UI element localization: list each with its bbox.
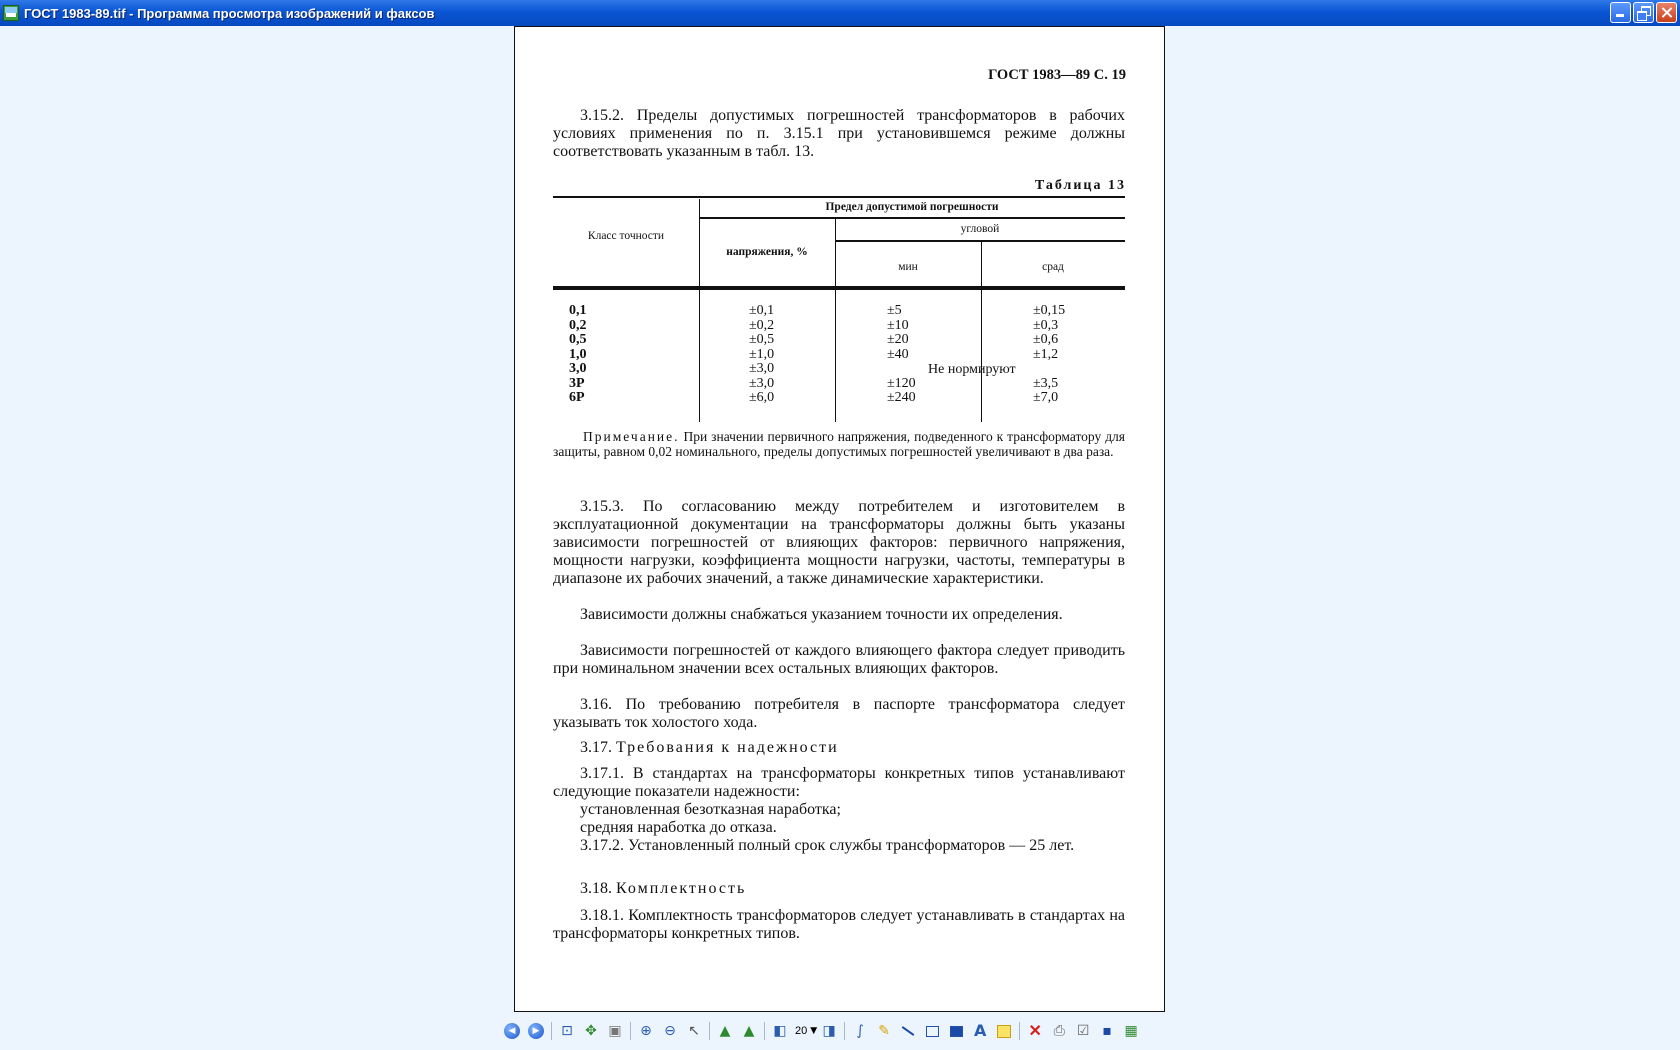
restore-button[interactable]: [1633, 2, 1654, 23]
paragraph-3-17-1-b: средняя наработка до отказа.: [580, 819, 777, 836]
pointer-icon[interactable]: ↖: [688, 1023, 700, 1039]
highlighter-icon[interactable]: ✎: [878, 1023, 891, 1039]
document-page: [514, 26, 1165, 1012]
save-icon[interactable]: ▪: [1102, 1023, 1112, 1039]
text-icon[interactable]: A: [973, 1021, 987, 1040]
table-cell: [887, 362, 916, 377]
title-bar[interactable]: [0, 0, 1680, 26]
header-voltage: напряжения, %: [726, 246, 808, 258]
rotate-counterclockwise-icon[interactable]: ▲: [743, 1023, 755, 1039]
viewer-toolbar: [500, 1016, 1143, 1046]
next-image-icon[interactable]: ▶: [526, 1021, 546, 1041]
table-cell: ±20: [887, 332, 909, 347]
table-cell: ±7,0: [1033, 390, 1059, 405]
table-cell: 0,1: [569, 303, 587, 318]
rectangle-icon[interactable]: [922, 1021, 942, 1041]
line-icon[interactable]: [898, 1021, 918, 1041]
next-page-icon[interactable]: ◨: [822, 1023, 836, 1039]
table-cell: ±240: [887, 390, 916, 405]
section-number: 3.17.: [580, 739, 612, 756]
section-title: Комплектность: [616, 880, 747, 897]
rotate-clockwise-icon[interactable]: ▲: [719, 1023, 731, 1039]
table-cell: ±10: [887, 317, 909, 333]
close-button[interactable]: [1656, 2, 1677, 23]
table-caption: Таблица 13: [1034, 178, 1126, 193]
table-cell: ±40: [887, 346, 909, 362]
header-angle: угловой: [960, 223, 1000, 235]
table-cell: ±0,3: [1033, 317, 1059, 333]
paragraph-3-17-1: 3.17.1. В стандартах на трансформаторы конкретных типов устанавливают следующие показатели надежности:: [553, 765, 1125, 800]
table-note: [553, 430, 1125, 459]
paragraph-3-17-2: 3.17.2. Установленный полный срок службы трансформаторов — 25 лет.: [580, 837, 1075, 854]
paragraph-3-15-3: 3.15.3. По согласованию между потребителем и изготовителем в эксплуатационной документации на трансформаторы должны быть указаны зависимости погрешностей от влияющих факторов: первичного напряжения, мощности нагрузки, коэффициента мощности нагрузки, частоты, температуры в диапазоне их рабочих значений, а также динамические характеристики.: [553, 498, 1125, 587]
open-for-editing-icon[interactable]: ▦: [1124, 1023, 1138, 1039]
paragraph-3-16: 3.16. По требованию потребителя в паспорте трансформатора следует указывать ток холостого хода.: [553, 696, 1125, 731]
actual-size-icon[interactable]: ✥: [585, 1023, 597, 1039]
delete-icon[interactable]: ✕: [1028, 1023, 1042, 1040]
previous-page-icon[interactable]: ◧: [773, 1023, 787, 1039]
note-icon[interactable]: [994, 1021, 1014, 1041]
window-title: ГОСТ 1983-89.tif - Программа просмотра изображений и факсов: [24, 5, 435, 21]
table-cell: ±6,0: [749, 390, 775, 405]
paragraph-3-18-1: 3.18.1. Комплектность трансформаторов следует устанавливать в стандартах на трансформаторы конкретных типов.: [553, 907, 1125, 942]
header-class: Класс точности: [587, 230, 665, 242]
table-cell: ±0,6: [1033, 332, 1059, 347]
table-cell: ±120: [887, 375, 916, 391]
table-cell: 1,0: [569, 346, 587, 362]
column-voltage: [749, 304, 774, 406]
app-icon[interactable]: [3, 5, 19, 21]
section-3-17-heading: [580, 739, 839, 757]
table-cell: 0,2: [569, 317, 587, 333]
page-number[interactable]: 20: [795, 1025, 808, 1037]
table-cell: ±5: [887, 303, 902, 318]
copy-icon[interactable]: ☑: [1076, 1023, 1090, 1039]
page-header: ГОСТ 1983—89 С. 19: [988, 67, 1126, 83]
minimize-button[interactable]: [1610, 2, 1631, 23]
table-cell: ±3,0: [749, 375, 775, 391]
print-icon[interactable]: ⎙: [1053, 1023, 1065, 1039]
table-cell: ±1,2: [1033, 346, 1059, 362]
table-cell: [1033, 362, 1065, 377]
note-label: Примечание.: [583, 429, 680, 444]
paragraph-3-17-1-a: установленная безотказная наработка;: [580, 801, 841, 818]
table-cell: ±0,15: [1033, 303, 1066, 318]
not-normalized-label: Не нормируют: [928, 362, 1016, 377]
header-min: мин: [898, 261, 918, 273]
paragraph-3-15-2: 3.15.2. Пределы допустимых погрешностей трансформаторов в рабочих условиях применения по п. 3.15.1 при установившемся режиме должны соответствовать указанным в табл. 13.: [553, 107, 1125, 160]
window-controls: [1610, 2, 1677, 23]
table-cell: 3,0: [569, 361, 587, 376]
table-cell: 0,5: [569, 332, 587, 347]
table-cell: ±0,2: [749, 317, 775, 333]
paragraph-dependencies-2: Зависимости погрешностей от каждого влияющего фактора следует приводить при номинальном значении всех остальных влияющих факторов.: [553, 642, 1125, 677]
previous-image-icon[interactable]: ◀: [502, 1021, 522, 1041]
table-cell: ±0,1: [749, 303, 775, 318]
table-13: [553, 196, 1125, 432]
table-cell: ±3,0: [749, 361, 775, 376]
column-srad: [1033, 304, 1065, 406]
header-srad: срад: [1042, 261, 1064, 273]
zoom-in-icon[interactable]: ⊕: [640, 1023, 652, 1039]
column-class: [569, 304, 587, 406]
table-cell: ±0,5: [749, 332, 775, 347]
freehand-icon[interactable]: ∫: [856, 1023, 864, 1039]
section-number: 3.18.: [580, 880, 612, 897]
table-cell: ±3,5: [1033, 375, 1059, 391]
section-title: Требования к надежности: [616, 739, 839, 756]
note-text: При значении первичного напряжения, подведенного к трансформатору для защиты, равном 0,02 номинального, пределы допустимых погрешностей увеличивают в два раза.: [553, 429, 1126, 459]
page-dropdown-icon[interactable]: ▼: [810, 1025, 818, 1036]
best-fit-icon[interactable]: ⊡: [561, 1023, 573, 1039]
column-minutes: [887, 304, 916, 406]
table-cell: 3Р: [569, 375, 585, 391]
paragraph-dependencies-1: Зависимости должны снабжаться указанием точности их определения.: [580, 606, 1063, 623]
section-3-18-heading: [580, 880, 746, 898]
table-cell: 6Р: [569, 390, 585, 405]
header-limit: Предел допустимой погрешности: [825, 201, 999, 213]
filled-rectangle-icon[interactable]: [946, 1021, 966, 1041]
table-cell: ±1,0: [749, 346, 775, 362]
zoom-out-icon[interactable]: ⊖: [664, 1023, 676, 1039]
slideshow-icon[interactable]: ▣: [608, 1023, 622, 1039]
